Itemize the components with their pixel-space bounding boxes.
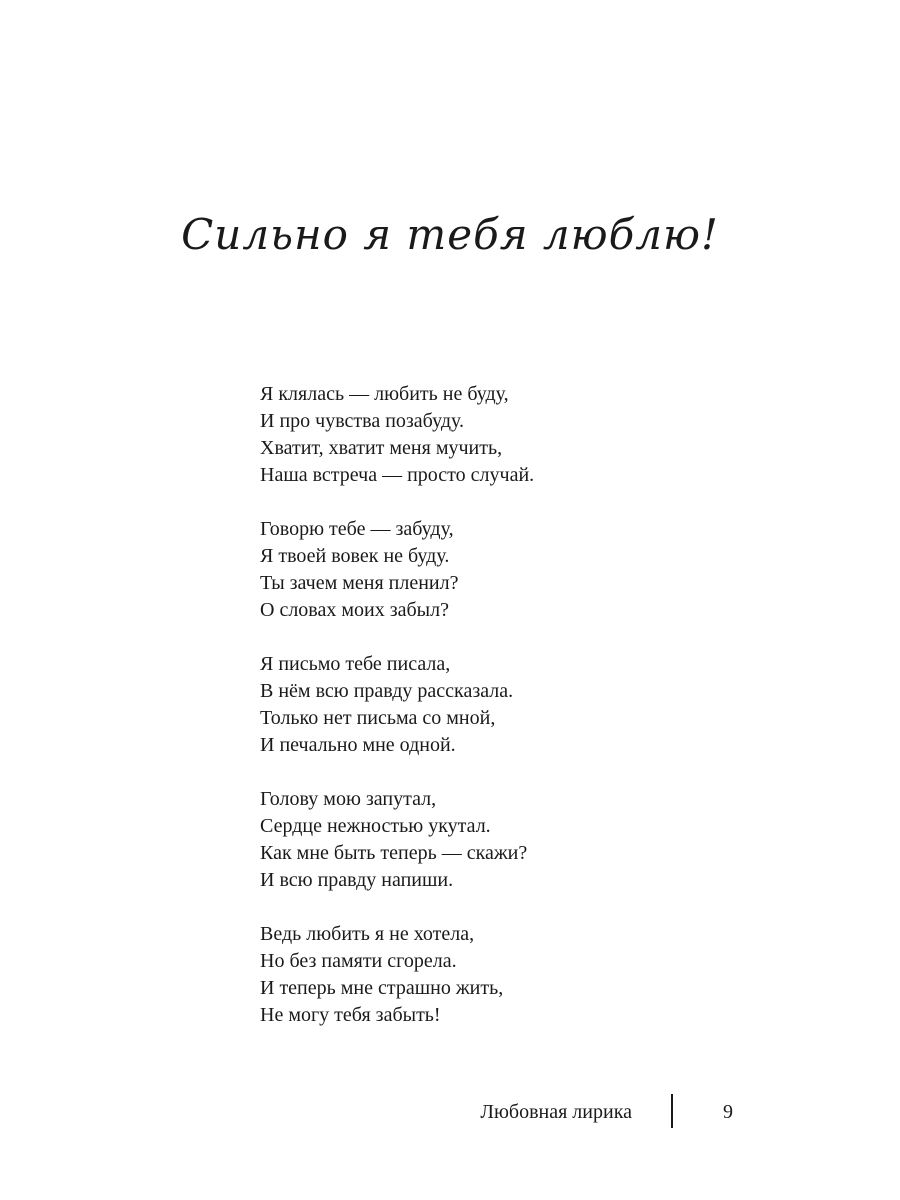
stanza xyxy=(260,786,680,894)
poem-line: Ведь любить я не хотела, xyxy=(260,923,475,945)
poem-line: И теперь мне страшно жить, xyxy=(260,977,504,999)
poem-line: Я твоей вовек не буду. xyxy=(260,545,450,567)
poem-line: Как мне быть теперь — скажи? xyxy=(260,842,528,864)
poem-line: Говорю тебе — забуду, xyxy=(260,518,454,540)
stanza xyxy=(260,651,680,759)
poem-title: Сильно я тебя люблю! xyxy=(181,210,719,259)
poem-line: Но без памяти сгорела. xyxy=(260,950,457,972)
poem-line: И печально мне одной. xyxy=(260,734,456,756)
stanza xyxy=(260,516,680,624)
page-footer xyxy=(0,1094,900,1130)
poem-line: В нём всю правду рассказала. xyxy=(260,680,514,702)
footer-divider xyxy=(671,1094,673,1128)
poem-line: Только нет письма со мной, xyxy=(260,707,496,729)
poem-line: Голову мою запутал, xyxy=(260,788,437,810)
stanza xyxy=(260,921,680,1029)
running-head: Любовная лирика xyxy=(480,1101,632,1123)
poem-line: И всю правду напиши. xyxy=(260,869,454,891)
poem-line: Я клялась — любить не буду, xyxy=(260,383,509,405)
poem-line: И про чувства позабуду. xyxy=(260,410,465,432)
poem-line: Не могу тебя забыть! xyxy=(260,1004,441,1026)
poem-line: О словах моих забыл? xyxy=(260,599,449,621)
poem-line: Хватит, хватит меня мучить, xyxy=(260,437,503,459)
page-number: 9 xyxy=(723,1101,733,1123)
poem-body xyxy=(260,381,680,1056)
poem-line: Я письмо тебе писала, xyxy=(260,653,451,675)
poem-line: Наша встреча — просто случай. xyxy=(260,464,535,486)
poem-line: Ты зачем меня пленил? xyxy=(260,572,459,594)
stanza xyxy=(260,381,680,489)
poem-line: Сердце нежностью укутал. xyxy=(260,815,491,837)
